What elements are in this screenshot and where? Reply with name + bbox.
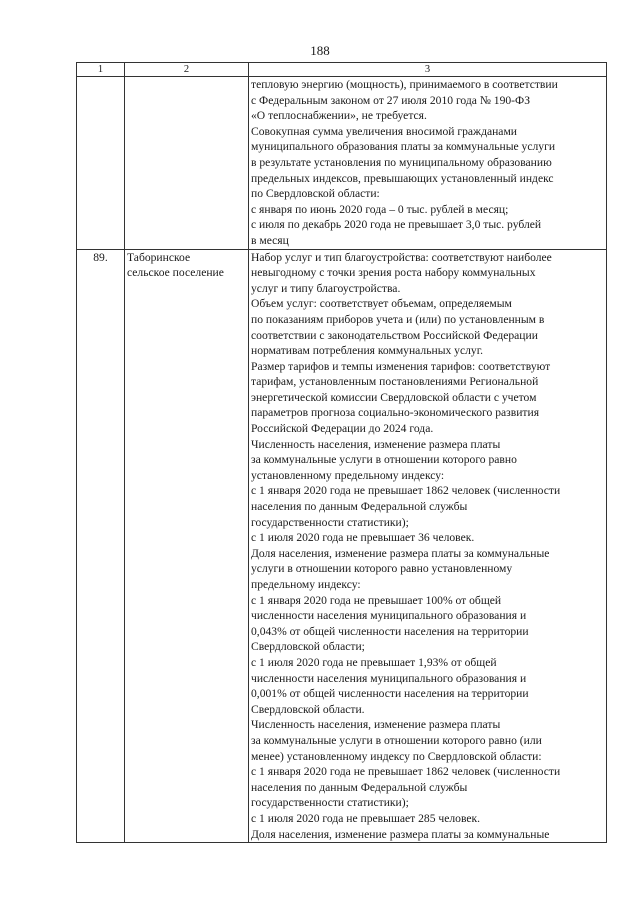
municipality-name-cell xyxy=(125,249,249,843)
description-line: нормативам потребления коммунальных услуг. xyxy=(251,344,484,358)
description-cell xyxy=(249,249,607,843)
description-line: параметров прогноза социально-экономического развития xyxy=(251,406,540,420)
row-number-cell: 89. xyxy=(77,249,125,843)
description-line: с 1 января 2020 года не превышает 1862 человек (численности xyxy=(251,484,561,498)
description-line: Объем услуг: соответствует объемам, определяемым xyxy=(251,297,512,311)
description-line: Доля населения, изменение размера платы за коммунальные xyxy=(251,827,550,841)
description-line: Численность населения, изменение размера платы xyxy=(251,718,501,732)
column-header-1: 1 xyxy=(77,63,125,77)
description-line: Размер тарифов и темпы изменения тарифов: соответствуют xyxy=(251,359,551,373)
table-row xyxy=(77,249,607,843)
description-line: с Федеральным законом от 27 июля 2010 года № 190-ФЗ xyxy=(251,93,531,107)
description-line: услуг и типу благоустройства. xyxy=(251,281,401,295)
description-line: в месяц xyxy=(251,233,289,247)
municipality-name-cell xyxy=(125,77,249,250)
description-line: Совокупная сумма увеличения вносимой гражданами xyxy=(251,124,517,138)
description-line: Численность населения, изменение размера платы xyxy=(251,437,501,451)
description-line: по Свердловской области: xyxy=(251,187,380,201)
description-line: Набор услуг и тип благоустройства: соответствуют наиболее xyxy=(251,250,552,264)
description-line: Доля населения, изменение размера платы за коммунальные xyxy=(251,546,550,560)
page-number: 188 xyxy=(310,43,330,58)
description-line: за коммунальные услуги в отношении которого равно xyxy=(251,453,517,467)
description-line: населения по данным Федеральной службы xyxy=(251,780,468,794)
description-line: установленному предельному индексу: xyxy=(251,468,445,482)
description-line: численности населения муниципального образования и xyxy=(251,671,527,685)
description-line: «О теплоснабжении», не требуется. xyxy=(251,109,427,123)
municipality-name-line: сельское поселение xyxy=(127,266,224,280)
description-line: по показаниям приборов учета и (или) по установленным в xyxy=(251,312,545,326)
description-line: численности населения муниципального образования и xyxy=(251,609,527,623)
description-line: Свердловской области. xyxy=(251,702,365,716)
description-line: за коммунальные услуги в отношении которого равно (или xyxy=(251,733,542,747)
description-line: тепловую энергию (мощность), принимаемого в соответствии xyxy=(251,78,558,91)
description-line: муниципального образования платы за коммунальные услуги xyxy=(251,140,556,154)
description-line: населения по данным Федеральной службы xyxy=(251,500,468,514)
description-line: с июля по декабрь 2020 года не превышает 3,0 тыс. рублей xyxy=(251,218,542,232)
description-line: соответствии с законодательством Российской Федерации xyxy=(251,328,538,342)
document-table xyxy=(76,62,607,843)
description-line: предельному индексу: xyxy=(251,578,361,591)
description-line: государственности статистики); xyxy=(251,515,409,529)
table-row xyxy=(77,77,607,250)
table-header-row xyxy=(77,63,607,77)
description-cell xyxy=(249,77,607,250)
description-line: с 1 января 2020 года не превышает 1862 человек (численности xyxy=(251,765,561,779)
column-header-2: 2 xyxy=(125,63,249,77)
description-line: государственности статистики); xyxy=(251,796,409,810)
row-number-cell xyxy=(77,77,125,250)
description-line: Российской Федерации до 2024 года. xyxy=(251,422,434,436)
description-line: менее) установленному индексу по Свердловской области: xyxy=(251,749,542,763)
description-line: с 1 января 2020 года не превышает 100% от общей xyxy=(251,593,502,607)
description-line: с января по июнь 2020 года – 0 тыс. рублей в месяц; xyxy=(251,202,509,216)
description-line: 0,043% от общей численности населения на территории xyxy=(251,624,529,638)
description-line: тарифам, установленным постановлениями Региональной xyxy=(251,375,539,389)
column-header-3: 3 xyxy=(249,63,607,77)
description-line: в результате установления по муниципальному образованию xyxy=(251,155,552,169)
description-line: услуги в отношении которого равно установленному xyxy=(251,562,513,576)
description-line: с 1 июля 2020 года не превышает 1,93% от общей xyxy=(251,655,497,669)
description-line: энергетической комиссии Свердловской области с учетом xyxy=(251,390,537,404)
description-line: Свердловской области; xyxy=(251,640,365,654)
description-line: невыгодному с точки зрения роста набору коммунальных xyxy=(251,266,536,280)
description-line: предельных индексов, превышающих установленный индекс xyxy=(251,171,554,185)
municipality-name-line: Таборинское xyxy=(127,250,191,264)
description-line: 0,001% от общей численности населения на территории xyxy=(251,687,529,701)
description-line: с 1 июля 2020 года не превышает 285 человек. xyxy=(251,811,481,825)
description-line: с 1 июля 2020 года не превышает 36 человек. xyxy=(251,531,475,545)
